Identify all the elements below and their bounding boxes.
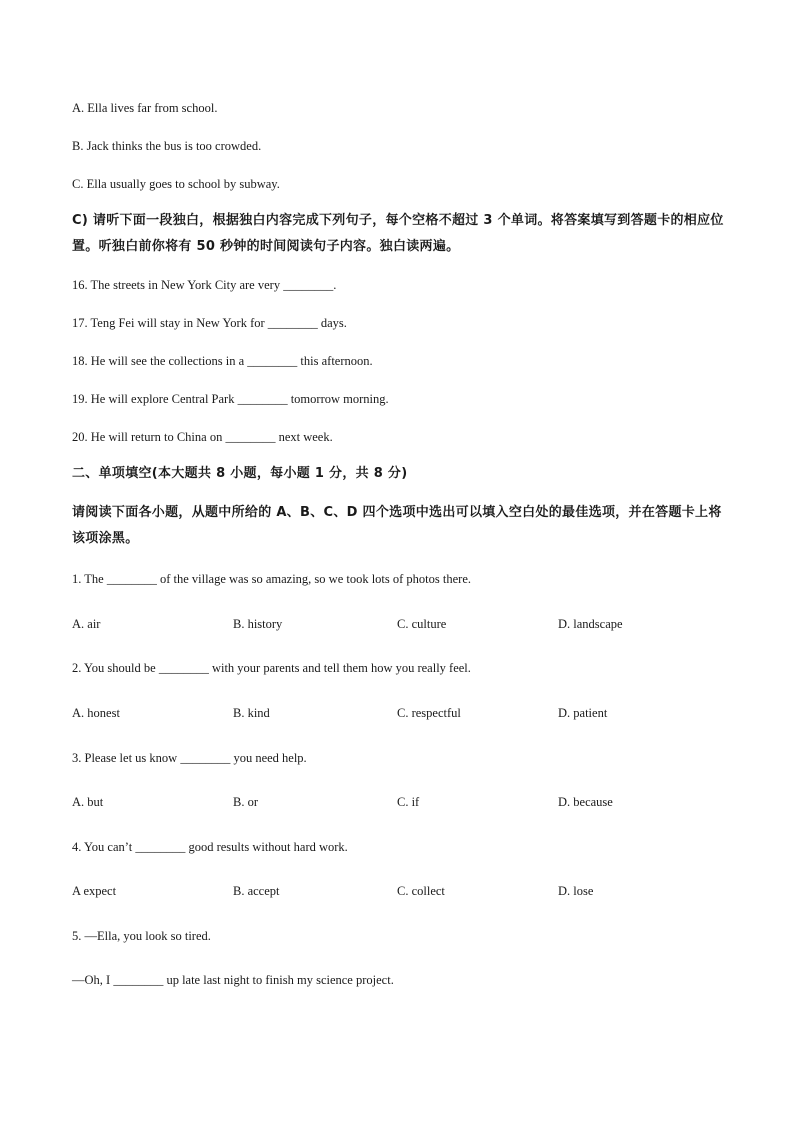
- option-d: D. because: [558, 795, 613, 809]
- option-a: A. honest: [72, 706, 120, 720]
- question-3-stem: 3. Please let us know ________ you need help.: [72, 751, 307, 765]
- fill-sentence-16: 16. The streets in New York City are very ________.: [72, 278, 337, 292]
- section-c-instructions: C) 请听下面一段独白，根据独白内容完成下列句子，每个空格不超过 3 个单词。将答案填写到答题卡的相应位置。听独白前你将有 50 秒钟的时间阅读句子内容。独白读两遍。: [72, 213, 724, 254]
- option-b: B. or: [233, 795, 258, 809]
- option-d: D. lose: [558, 884, 594, 898]
- question-4-stem: 4. You can’t ________ good results without hard work.: [72, 840, 348, 854]
- option-b: B. accept: [233, 884, 280, 898]
- prev-option-b: B. Jack thinks the bus is too crowded.: [72, 139, 262, 153]
- option-a: A. air: [72, 617, 101, 631]
- question-2-stem: 2. You should be ________ with your parents and tell them how you really feel.: [72, 661, 471, 675]
- option-d: D. landscape: [558, 617, 623, 631]
- option-c: C. if: [397, 795, 420, 809]
- part-two-heading: 二、单项填空(本大题共 8 小题，每小题 1 分，共 8 分): [72, 466, 408, 481]
- option-d: D. patient: [558, 706, 608, 720]
- prev-option-a: A. Ella lives far from school.: [72, 101, 218, 115]
- option-c: C. culture: [397, 617, 447, 631]
- fill-sentence-17: 17. Teng Fei will stay in New York for ________ days.: [72, 316, 347, 330]
- fill-sentence-18: 18. He will see the collections in a ________ this afternoon.: [72, 354, 373, 368]
- option-a: A. but: [72, 795, 104, 809]
- option-c: C. collect: [397, 884, 445, 898]
- option-b: B. history: [233, 617, 283, 631]
- question-5-line-1: 5. —Ella, you look so tired.: [72, 929, 211, 943]
- question-5-line-2: —Oh, I ________ up late last night to finish my science project.: [72, 973, 394, 987]
- fill-sentence-20: 20. He will return to China on ________ next week.: [72, 430, 333, 444]
- question-1-stem: 1. The ________ of the village was so amazing, so we took lots of photos there.: [72, 572, 472, 586]
- fill-sentence-19: 19. He will explore Central Park ________ tomorrow morning.: [72, 392, 389, 406]
- part-two-instructions: 请阅读下面各小题，从题中所给的 A、B、C、D 四个选项中选出可以填入空白处的最佳选项，并在答题卡上将该项涂黑。: [72, 505, 722, 546]
- option-c: C. respectful: [397, 706, 461, 720]
- prev-option-c: C. Ella usually goes to school by subway.: [72, 177, 280, 191]
- option-a: A expect: [72, 884, 117, 898]
- option-b: B. kind: [233, 706, 270, 720]
